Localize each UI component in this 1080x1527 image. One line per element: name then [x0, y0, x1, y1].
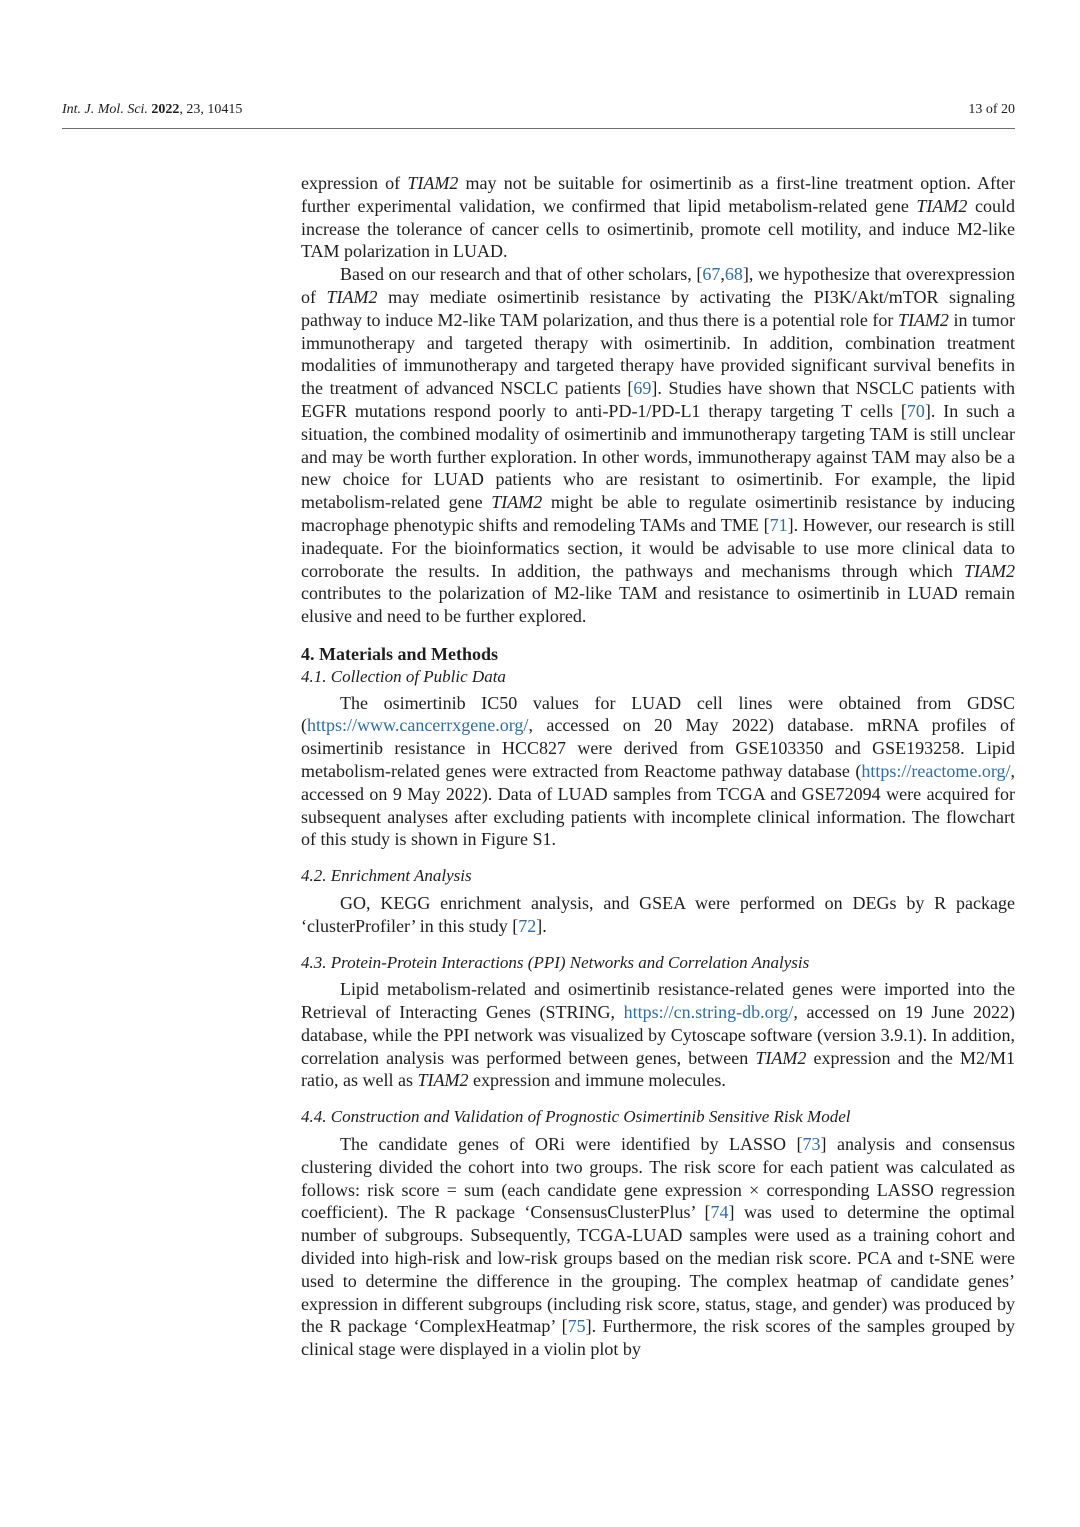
text: expression and the M2/M1 ratio, as well as — [301, 1047, 1015, 1091]
paragraph-continued — [301, 172, 1015, 263]
text: ]. Furthermore, the risk scores of the samples grouped by clinical stage were displayed in a violin plot by — [301, 1316, 1015, 1360]
paragraph-public-data — [301, 692, 1015, 852]
journal-year: 2022 — [151, 102, 180, 117]
text: Based on our research and that of other scholars, [ — [340, 264, 703, 285]
text: , accessed on 20 May 2022) database. mRNA profiles of osimertinib resistance in HCC827 were derived from GSE103350 and GSE193258. Lipid metabolism-related genes were extracted from Reactome pathway database ( — [301, 715, 1015, 781]
header-divider — [62, 128, 1015, 129]
text: might be able to regulate osimertinib resistance by inducing macrophage phenotypic shifts and remodeling TAMs and TME [ — [301, 492, 1015, 535]
text: may mediate osimertinib resistance by activating the PI3K/Akt/mTOR signaling pathway to induce M2-like TAM polarization, and thus there is a potential role for — [301, 286, 1015, 330]
paragraph-enrichment — [301, 892, 1015, 938]
gene-name: TIAM2 — [916, 195, 968, 216]
text: ], we hypothesize that overexpression of — [301, 264, 1015, 307]
text: ]. — [536, 915, 547, 936]
text: The candidate genes of ORi were identified by LASSO [ — [340, 1134, 803, 1155]
subsection-heading: 4.4. Construction and Validation of Prognostic Osimertinib Sensitive Risk Model — [301, 1107, 851, 1127]
subsection-heading: 4.3. Protein-Protein Interactions (PPI) Networks and Correlation Analysis — [301, 952, 810, 972]
gene-name: TIAM2 — [491, 492, 543, 513]
text: ]. However, our research is still inadequate. For the bioinformatics section, it would be advisable to use more clinical data to corroborate the results. In addition, the pathways and mechanisms through which — [301, 514, 1016, 581]
paragraph-risk-model — [301, 1133, 1015, 1361]
gene-name: TIAM2 — [417, 1070, 469, 1091]
citation-link[interactable]: 73 — [802, 1134, 821, 1155]
text: expression and immune molecules. — [468, 1070, 726, 1091]
text: , — [720, 264, 725, 285]
gene-name: TIAM2 — [755, 1047, 807, 1068]
text: , accessed on 9 May 2022). Data of LUAD samples from TCGA and GSE72094 were acquired for subsequent analyses after excluding patients with incomplete clinical information. The flowchart of this study is shown in Figure S1. — [301, 760, 1015, 850]
url-link[interactable]: https://cn.string-db.org/ — [623, 1002, 794, 1023]
text: Lipid metabolism-related and osimertinib resistance-related genes were imported into the Retrieval of Interacting Genes (STRING, — [301, 979, 1015, 1023]
citation-link[interactable]: 67 — [702, 264, 721, 285]
text: The osimertinib IC50 values for LUAD cell lines were obtained from GDSC ( — [301, 692, 1015, 736]
page-number: 13 of 20 — [968, 102, 1015, 117]
text: could increase the tolerance of cancer cells to osimertinib, promote cell motility, and induce M2-like TAM polarization in LUAD. — [301, 195, 1015, 262]
subsection-heading: 4.2. Enrichment Analysis — [301, 866, 472, 886]
text: GO, KEGG enrichment analysis, and GSEA were performed on DEGs by R package ‘clusterProfiler’ in this study [ — [301, 892, 1015, 936]
text: ] was used to determine the optimal number of subgroups. Subsequently, TCGA-LUAD samples were used as a training cohort and divided into high-risk and low-risk groups based on the median risk score. PCA and t-SNE were used to determine the difference in the grouping. The complex heatmap of candidate genes’ expression in different subgroups (including risk score, status, stage, and gender) was produced by the R package ‘ComplexHeatmap’ [ — [301, 1202, 1015, 1337]
gene-name: TIAM2 — [407, 173, 459, 193]
text: ] analysis and consensus clustering divided the cohort into two groups. The risk score for each patient was calculated as follows: risk score = sum (each candidate gene expression × corresponding LASSO regression coefficient). The R package ‘ConsensusClusterPlus’ [ — [301, 1134, 1016, 1223]
citation-link[interactable]: 68 — [724, 264, 743, 285]
paragraph-ppi — [301, 978, 1015, 1092]
subsection-heading: 4.1. Collection of Public Data — [301, 666, 506, 686]
section-heading: 4. Materials and Methods — [301, 643, 498, 664]
journal-volume-article: , 23, 10415 — [179, 102, 243, 117]
url-link[interactable]: https://www.cancerrxgene.org/ — [307, 715, 529, 736]
gene-name: TIAM2 — [326, 286, 378, 307]
running-header — [62, 101, 1015, 119]
text: in tumor immunotherapy and targeted therapy with osimertinib. In addition, combination treatment modalities of immunotherapy and targeted therapy have provided significant survival benefits in the treatment of advanced NSCLC patients [ — [301, 309, 1015, 399]
url-link[interactable]: https://reactome.org/ — [861, 760, 1011, 781]
journal-name: Int. J. Mol. Sci. — [62, 102, 148, 117]
article-body — [301, 172, 1015, 1361]
gene-name: TIAM2 — [897, 309, 949, 330]
text: ]. Studies have shown that NSCLC patients with EGFR mutations respond poorly to anti-PD-1/PD-L1 therapy targeting T cells [ — [301, 378, 1015, 421]
text: , accessed on 19 June 2022) database, while the PPI network was visualized by Cytoscape software (version 3.9.1). In addition, correlation analysis was performed between genes, between — [301, 1002, 1015, 1068]
text: ]. In such a situation, the combined modality of osimertinib and immunotherapy targeting TAM is still unclear and may be worth further exploration. In other words, immunotherapy against TAM may also be a new choice for LUAD patients who are resistant to osimertinib. For example, the lipid metabolism-related gene — [301, 400, 1015, 513]
paragraph-discussion — [301, 263, 1015, 628]
citation-link[interactable]: 69 — [633, 378, 652, 399]
text: contributes to the polarization of M2-like TAM and resistance to osimertinib in LUAD remain elusive and need to be further explored. — [301, 583, 1015, 627]
journal-citation — [62, 101, 242, 119]
citation-link[interactable]: 71 — [769, 514, 788, 535]
text: expression of — [301, 173, 408, 193]
text: may not be suitable for osimertinib as a first-line treatment option. After further experimental validation, we confirmed that lipid metabolism-related gene — [301, 173, 1015, 216]
citation-link[interactable]: 74 — [710, 1202, 729, 1223]
citation-link[interactable]: 75 — [567, 1316, 586, 1337]
citation-link[interactable]: 70 — [906, 400, 925, 421]
citation-link[interactable]: 72 — [518, 915, 537, 936]
gene-name: TIAM2 — [964, 560, 1015, 581]
